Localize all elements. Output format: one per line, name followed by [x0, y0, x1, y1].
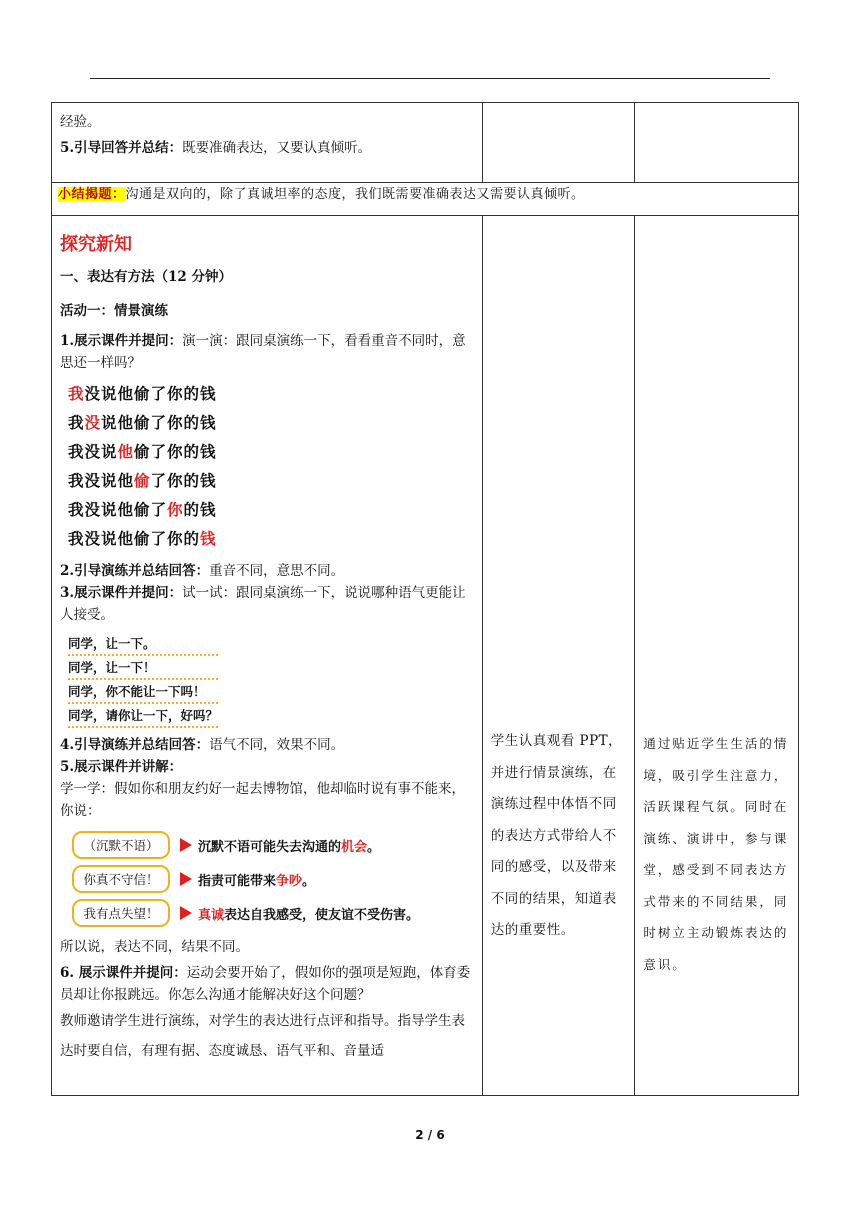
- stress-line: 我没说他偷了你的钱: [68, 501, 217, 519]
- paragraph: [60, 582, 474, 626]
- response-option: [72, 828, 482, 862]
- step-text: 演一演：跟同桌演练一下，看看重音不同时，意思还一样吗？: [60, 333, 466, 371]
- stress-line: 我没说他偷了你的钱: [68, 472, 217, 490]
- step-text: 运动会要开始了，假如你的强项是短跑，体育委员却让你报跳远。你怎么沟通才能解决好这个问题？: [60, 965, 471, 1003]
- step-label: 5.引导回答并总结：: [60, 140, 183, 156]
- activity-title: 活动一：情景演练: [60, 303, 168, 319]
- step-text: 既要准确表达，又要认真倾听。: [182, 140, 372, 156]
- teacher-activity-cell: [52, 216, 483, 1096]
- tone-line: 同学，让一下。: [68, 634, 218, 656]
- subsection-title: 一、表达有方法（12 分钟）: [60, 269, 232, 285]
- step-label: 6. 展示课件并提问：: [60, 965, 187, 981]
- step-label: 2.引导演练并总结回答：: [60, 563, 210, 579]
- step-text: 语气不同，效果不同。: [209, 737, 345, 753]
- tone-image: [68, 634, 218, 728]
- option-text: 真诚表达自我感受，使友谊不受伤害。: [198, 907, 420, 923]
- summary-row: [52, 183, 799, 216]
- design-intent-cell: [635, 103, 799, 183]
- paragraph: 所以说，表达不同，结果不同。: [60, 939, 249, 955]
- page-number: 2 / 6: [415, 1128, 445, 1142]
- design-intent-cell: [635, 216, 799, 1096]
- paragraph: 学一学：假如你和朋友约好一起去博物馆，他却临时说有事不能来，你说：: [60, 781, 465, 819]
- stress-line: 我没说他偷了你的钱: [68, 530, 217, 548]
- paragraph: [60, 962, 474, 1006]
- table-row: [52, 216, 799, 1096]
- response-options-image: [72, 828, 482, 930]
- step-text: 重音不同，意思不同。: [209, 563, 345, 579]
- paragraph: [60, 137, 474, 159]
- teacher-activity-cell: [52, 103, 483, 183]
- response-option: [72, 862, 482, 896]
- step-label: 3.展示课件并提问：: [60, 585, 183, 601]
- tone-line: 同学，让一下！: [68, 658, 218, 680]
- step-text: 试一试：跟同桌演练一下，说说哪种语气更能让人接受。: [60, 585, 466, 623]
- summary-text: 沟通是双向的，除了真诚坦率的态度，我们既需要准确表达又需要认真倾听。: [125, 187, 585, 202]
- table-row: [52, 103, 799, 183]
- step-label: 4.引导演练并总结回答：: [60, 737, 210, 753]
- header-rule: [90, 78, 770, 79]
- section-title: 探究新知: [60, 234, 132, 255]
- summary-cell: [52, 183, 799, 216]
- tone-line: 同学，你不能让一下吗！: [68, 682, 218, 704]
- option-text: 沉默不语可能失去沟通的机会。: [198, 839, 381, 855]
- stress-line: 我没说他偷了你的钱: [68, 443, 217, 461]
- arrow-icon: [180, 906, 192, 920]
- paragraph: 教师邀请学生进行演练，对学生的表达进行点评和指导。指导学生表达时要自信，有理有据、态度诚恳、语气平和、音量适: [60, 1013, 465, 1059]
- lesson-table: [51, 102, 799, 1096]
- paragraph: [60, 734, 474, 756]
- speech-bubble: （沉默不语）: [72, 831, 170, 859]
- stress-line: 我没说他偷了你的钱: [68, 385, 217, 403]
- paragraph: [60, 560, 474, 582]
- student-activity-cell: [482, 216, 635, 1096]
- step-label: 5.展示课件并讲解：: [60, 759, 183, 775]
- student-activity-text: 学生认真观看 PPT，并进行情景演练，在演练过程中体悟不同的表达方式带给人不同的感受，以及带来不同的结果，知道表达的重要性。: [490, 733, 623, 938]
- stress-line: 我没说他偷了你的钱: [68, 414, 217, 432]
- paragraph: [60, 756, 474, 778]
- response-option: [72, 896, 482, 930]
- stress-image: [68, 380, 482, 554]
- arrow-icon: [180, 838, 192, 852]
- tone-line: 同学，请你让一下，好吗？: [68, 706, 218, 728]
- speech-bubble: 我有点失望！: [72, 899, 170, 927]
- step-label: 1.展示课件并提问：: [60, 333, 183, 349]
- option-text: 指责可能带来争吵。: [198, 873, 316, 889]
- student-activity-cell: [482, 103, 635, 183]
- design-intent-text: 通过贴近学生生活的情境，吸引学生注意力，活跃课程气氛。同时在演练、演讲中，参与课堂，感受到不同表达方式带来的不同结果，同时树立主动锻炼表达的意识。: [643, 736, 789, 972]
- arrow-icon: [180, 872, 192, 886]
- paragraph: [60, 330, 474, 374]
- summary-label: 小结揭题：: [58, 187, 126, 202]
- paragraph: 经验。: [60, 114, 101, 130]
- speech-bubble: 你真不守信！: [72, 865, 170, 893]
